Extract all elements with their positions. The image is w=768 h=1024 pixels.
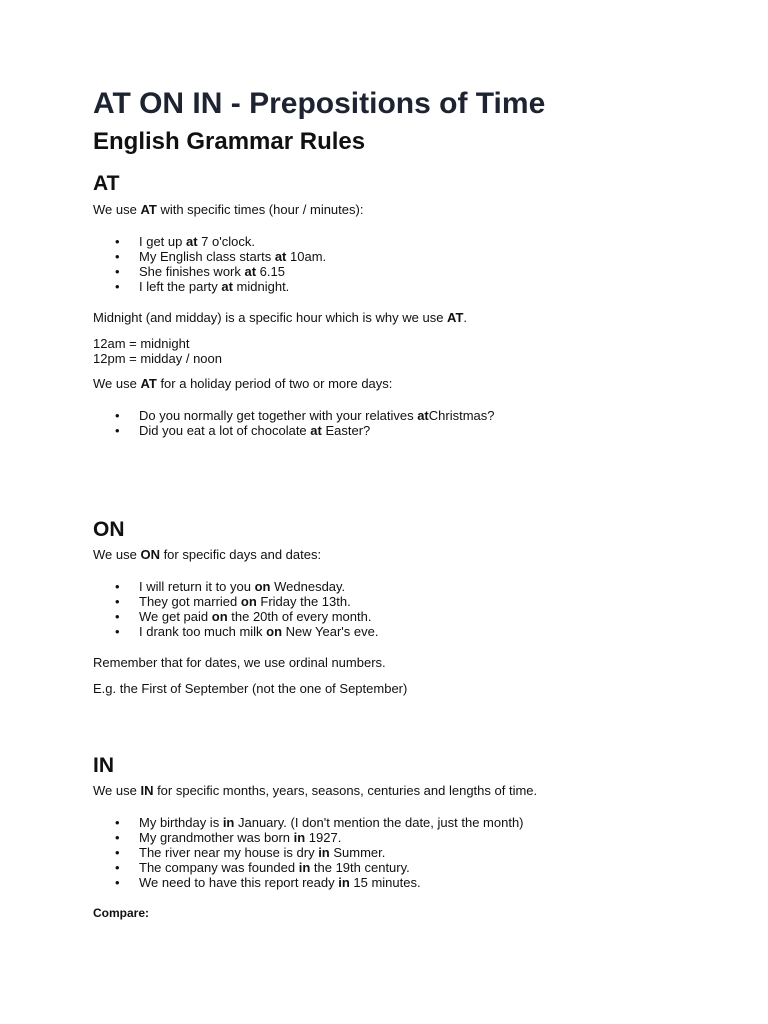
item-text: the 19th century.	[310, 860, 410, 875]
item-text: Friday the 13th.	[256, 594, 351, 609]
item-keyword: at	[310, 423, 322, 438]
list-item	[93, 815, 524, 830]
item-keyword: in	[338, 875, 350, 890]
list-item	[93, 408, 495, 423]
item-keyword: at	[244, 264, 257, 279]
item-text: January. (I don't mention the date, just the month)	[234, 815, 524, 830]
item-keyword: at	[274, 249, 287, 264]
list-item	[93, 875, 524, 890]
holiday-keyword: AT	[140, 376, 157, 391]
bullet-icon: •	[115, 875, 120, 890]
at-intro-part: We use	[93, 202, 141, 217]
item-text: Christmas?	[428, 408, 495, 423]
item-keyword: in	[293, 830, 306, 845]
on-intro-keyword: ON	[140, 547, 160, 562]
at-intro-keyword: AT	[140, 202, 157, 217]
bullet-icon: •	[115, 624, 120, 639]
item-text: I get up	[139, 234, 186, 249]
bullet-icon: •	[115, 609, 120, 624]
note-keyword: AT	[447, 310, 464, 325]
item-text: the 20th of every month.	[227, 609, 372, 624]
bullet-icon: •	[115, 249, 120, 264]
item-text: Do you normally get together with your relatives	[139, 408, 418, 423]
item-keyword: at	[185, 234, 198, 249]
on-examples-list	[93, 579, 378, 639]
on-intro-part: We use	[93, 547, 141, 562]
item-text: The company was founded	[139, 860, 299, 875]
item-text: 15 minutes.	[349, 875, 421, 890]
note-part: .	[463, 310, 468, 325]
item-text: 6.15	[256, 264, 285, 279]
midnight-note	[93, 310, 467, 325]
page-title: AT ON IN - Prepositions of Time	[93, 87, 546, 120]
bullet-icon: •	[115, 234, 120, 249]
list-item	[93, 579, 378, 594]
list-item	[93, 860, 524, 875]
list-item	[93, 609, 378, 624]
section-heading-in: IN	[93, 754, 114, 777]
item-text: Summer.	[329, 845, 386, 860]
ordinal-note: Remember that for dates, we use ordinal numbers.	[93, 655, 386, 670]
item-text: Wednesday.	[270, 579, 346, 594]
bullet-icon: •	[115, 594, 120, 609]
section-heading-on: ON	[93, 518, 125, 541]
list-item	[93, 234, 326, 249]
item-text: Easter?	[321, 423, 371, 438]
holiday-part: We use	[93, 376, 141, 391]
item-keyword: on	[211, 609, 228, 624]
page-subtitle: English Grammar Rules	[93, 128, 366, 155]
in-intro-part: for specific months, years, seasons, centuries and lengths of time.	[153, 783, 538, 798]
bullet-icon: •	[115, 423, 120, 438]
list-item	[93, 264, 326, 279]
item-keyword: in	[298, 860, 311, 875]
item-text: I will return it to you	[139, 579, 255, 594]
bullet-icon: •	[115, 408, 120, 423]
item-keyword: on	[254, 579, 271, 594]
item-text: 10am.	[286, 249, 327, 264]
holiday-part: for a holiday period of two or more days:	[156, 376, 393, 391]
item-text: We need to have this report ready	[139, 875, 339, 890]
on-intro-part: for specific days and dates:	[159, 547, 322, 562]
bullet-icon: •	[115, 264, 120, 279]
bullet-icon: •	[115, 815, 120, 830]
list-item	[93, 249, 326, 264]
item-text: New Year's eve.	[282, 624, 379, 639]
item-keyword: in	[318, 845, 330, 860]
item-text: I drank too much milk	[139, 624, 267, 639]
compare-label: Compare:	[93, 906, 150, 920]
list-item	[93, 830, 524, 845]
list-item	[93, 594, 378, 609]
at-time-examples-list	[93, 234, 326, 294]
item-keyword: on	[240, 594, 257, 609]
section-heading-at: AT	[93, 172, 120, 195]
item-text: My birthday is	[139, 815, 223, 830]
list-item	[93, 624, 378, 639]
item-text: I left the party	[139, 279, 222, 294]
bullet-icon: •	[115, 579, 120, 594]
list-item	[93, 845, 524, 860]
item-keyword: in	[222, 815, 235, 830]
in-intro-part: We use	[93, 783, 141, 798]
at-intro-part: with specific times (hour / minutes):	[156, 202, 364, 217]
item-keyword: at	[417, 408, 429, 423]
item-text: We get paid	[139, 609, 212, 624]
note-part: Midnight (and midday) is a specific hour which is why we use	[93, 310, 448, 325]
item-text: My English class starts	[139, 249, 275, 264]
bullet-icon: •	[115, 845, 120, 860]
ordinal-example: E.g. the First of September (not the one of September)	[93, 681, 408, 696]
item-text: The river near my house is dry	[139, 845, 319, 860]
item-keyword: at	[221, 279, 233, 294]
line-12am: 12am = midnight	[93, 336, 190, 351]
bullet-icon: •	[115, 830, 120, 845]
list-item	[93, 423, 495, 438]
bullet-icon: •	[115, 279, 120, 294]
item-keyword: on	[266, 624, 283, 639]
item-text: She finishes work	[139, 264, 245, 279]
holiday-intro	[93, 376, 392, 391]
at-intro	[93, 202, 363, 217]
bullet-icon: •	[115, 860, 120, 875]
at-holiday-examples-list	[93, 408, 495, 438]
on-intro	[93, 547, 321, 562]
item-text: Did you eat a lot of chocolate	[139, 423, 311, 438]
in-examples-list	[93, 815, 524, 890]
item-text: 7 o'clock.	[197, 234, 255, 249]
item-text: 1927.	[305, 830, 342, 845]
in-intro	[93, 783, 537, 798]
item-text: My grandmother was born	[139, 830, 294, 845]
list-item	[93, 279, 326, 294]
item-text: They got married	[139, 594, 241, 609]
in-intro-keyword: IN	[140, 783, 154, 798]
item-text: midnight.	[232, 279, 290, 294]
line-12pm: 12pm = midday / noon	[93, 351, 222, 366]
